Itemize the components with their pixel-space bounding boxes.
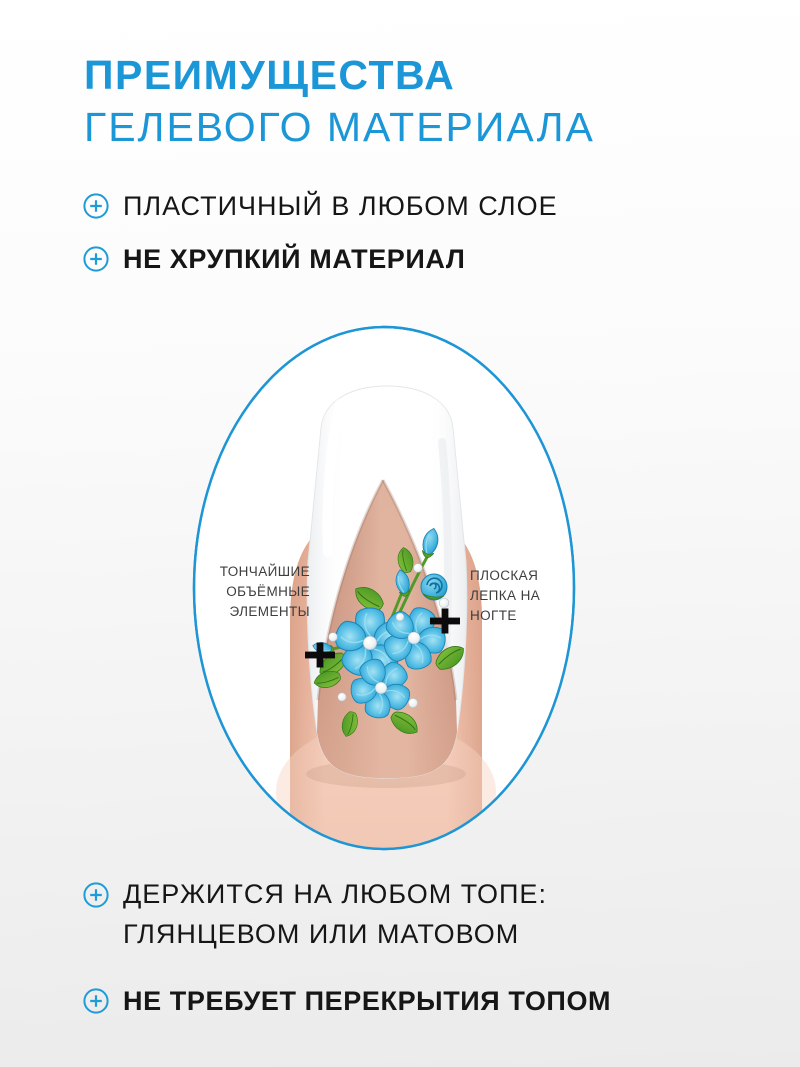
callout-left-line: ТОНЧАЙШИЕ	[219, 564, 310, 579]
benefit-label: ПЛАСТИЧНЫЙ В ЛЮБОМ СЛОЕ	[123, 191, 558, 221]
benefit-label-line: ДЕРЖИТСЯ НА ЛЮБОМ ТОПЕ:	[123, 879, 547, 909]
page-title-line2: ГЕЛЕВОГО МАТЕРИАЛА	[84, 104, 595, 150]
plus-circle-icon	[82, 192, 110, 220]
benefit-item	[82, 874, 611, 954]
benefit-item	[82, 981, 611, 1021]
callout-right	[470, 566, 540, 626]
plus-circle-icon	[82, 987, 110, 1015]
benefit-item	[82, 186, 558, 226]
callout-left-line: ОБЪЁМНЫЕ	[226, 584, 310, 599]
callout-left	[220, 562, 310, 622]
page-title-line1: ПРЕИМУЩЕСТВА	[84, 52, 456, 98]
rose-bud	[421, 574, 447, 600]
plus-circle-icon	[82, 245, 110, 273]
nail-illustration	[190, 322, 578, 852]
callout-left-line: ЭЛЕМЕНТЫ	[229, 604, 310, 619]
callout-right-line: ЛЕПКА НА	[470, 588, 541, 603]
benefit-label: НЕ ХРУПКИЙ МАТЕРИАЛ	[123, 244, 466, 274]
benefit-item	[82, 239, 558, 279]
plus-circle-icon	[82, 881, 110, 909]
callout-right-line: ПЛОСКАЯ	[470, 568, 539, 583]
benefit-label: НЕ ТРЕБУЕТ ПЕРЕКРЫТИЯ ТОПОМ	[123, 986, 612, 1016]
callout-right-line: НОГТЕ	[470, 608, 517, 623]
benefits-top-list	[82, 186, 558, 292]
benefit-label-line: ГЛЯНЦЕВОМ ИЛИ МАТОВОМ	[123, 919, 520, 949]
page-title	[84, 48, 595, 152]
benefits-bottom-list	[82, 874, 611, 1034]
